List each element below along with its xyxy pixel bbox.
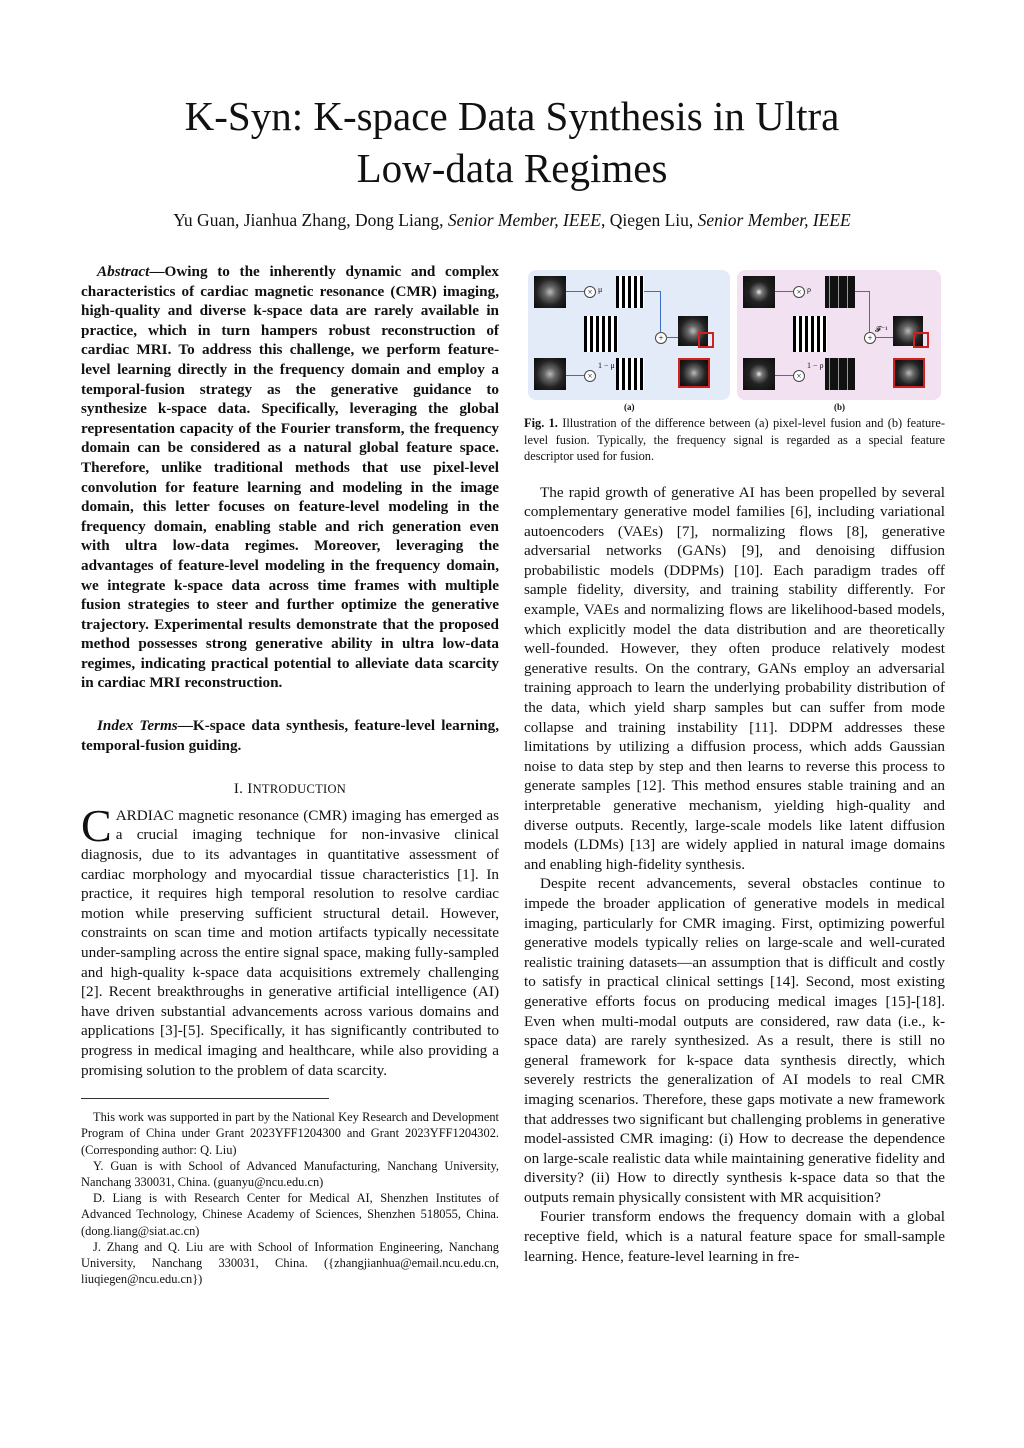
- arrow: [644, 291, 660, 292]
- multiply-icon: ×: [793, 370, 805, 382]
- footnote-liang: D. Liang is with Research Center for Medical AI, Shenzhen Institutes of Advanced Technology, Chinese Academy of Sciences, Shenzhen 518055, China. (dong.liang@siat.ac.cn): [81, 1191, 499, 1238]
- figure-caption: [524, 415, 945, 465]
- one-minus-rho-label: 1 − ρ: [807, 361, 824, 370]
- arrow: [869, 291, 870, 332]
- figure-1: [524, 262, 945, 412]
- multiply-icon: ×: [584, 370, 596, 382]
- author-role-2: Senior Member, IEEE: [697, 210, 851, 230]
- add-icon: +: [655, 332, 667, 344]
- right-column: [524, 262, 945, 1266]
- arrow: [566, 375, 584, 376]
- abstract-lead: Abstract: [97, 263, 150, 280]
- title-line-1: K-Syn: K-space Data Synthesis in Ultra: [184, 93, 840, 139]
- arrow: [875, 337, 893, 338]
- authors-part-1: Yu Guan, Jianhua Zhang, Dong Liang,: [173, 210, 448, 230]
- arrow: [775, 291, 793, 292]
- authors-part-2: , Qiegen Liu,: [600, 210, 698, 230]
- intro-paragraph: [81, 799, 499, 1080]
- sampling-mask: [793, 316, 827, 352]
- drop-cap: C: [81, 799, 112, 851]
- author-role-1: Senior Member, IEEE: [447, 210, 601, 230]
- sampling-mask: [584, 316, 618, 352]
- figure-panel-a: [528, 270, 730, 400]
- title-line-2: Low-data Regimes: [356, 145, 668, 191]
- footnote-funding: This work was supported in part by the National Key Research and Development Program of China under Grant 2023YFF1204300 and Grant 2023YFF1204302. (Corresponding author: Q. Liu): [81, 1110, 499, 1157]
- footnote-zhang-liu: J. Zhang and Q. Liu are with School of Information Engineering, Nanchang University, Nanchang 330031, China. ({zhangjianhua@email.ncu.edu.cn, liuqiegen@ncu.edu.cn}): [81, 1239, 499, 1287]
- caption-text: Illustration of the difference between (a) pixel-level fusion and (b) feature-level fusion. Typically, the frequency signal is regarded as a special feature descriptor used for fusion.: [524, 416, 946, 463]
- arrow: [855, 291, 869, 292]
- body-paragraph-fourier: Fourier transform endows the frequency domain with a global receptive field, which is a natural feature space for small-sample learning. Hence, feature-level learning in fre-: [524, 1208, 945, 1265]
- footnote-guan: Y. Guan is with School of Advanced Manufacturing, Nanchang University, Nanchang 330031, China. (guanyu@ncu.edu.cn): [81, 1158, 499, 1189]
- one-minus-mu-label: 1 − μ: [598, 361, 615, 370]
- rho-label: ρ: [807, 285, 811, 294]
- zoom-image: [893, 358, 925, 388]
- kspace-top: [743, 276, 775, 308]
- section-title-rest: NTRODUCTION: [252, 782, 347, 797]
- body-paragraph-obstacles: Despite recent advancements, several obstacles continue to impede the broader application of generative models in medical imaging, particularly for CMR imaging. First, optimizing powerful generative models typically relies on large-scale and well-curated realistic training datasets—an assumption that is difficult and costly to satisfy in practical clinical settings [14]. Second, most existing generative efforts focus on producing medical images [15]-[18]. Even when multi-modal outputs are considered, raw data (i.e., k-space data) are rarely synthesized. As a result, there is still no general framework for k-space data synthesis directly, which severely restricts the generalization of AI models to real CMR imaging scenarios. Therefore, these gaps motivate a new framework that addresses two significant but challenging problems in generative model-assisted CMR imaging: (i) How to decrease the dependence on large-scale realistic data while maintaining generative fidelity and diversity? (ii) How to directly synthesis k-space data so that the outputs remain physically consistent with MR acquisition?: [524, 875, 945, 1206]
- figure-label-a: (a): [624, 402, 635, 412]
- kspace-mask-top: [825, 276, 855, 308]
- arrow: [775, 375, 793, 376]
- index-terms-lead: Index Terms: [97, 717, 178, 735]
- mask-bottom: [616, 358, 644, 390]
- zoom-image: [678, 358, 710, 388]
- caption-lead: Fig. 1.: [524, 416, 558, 430]
- zoom-box: [913, 332, 929, 348]
- kspace-mask-bottom: [825, 358, 855, 390]
- abstract-text: —Owing to the inherently dynamic and complex characteristics of cardiac magnetic resonance (CMR) imaging, high-quality and diverse k-space data are rarely available in practice, which in turn hampers robust reconstruction of cardiac MRI. To address this challenge, we perform feature-level learning directly in the frequency domain and employ a temporal-fusion strategy as the generative guidance to synthesize k-space data. Specifically, leveraging the global representation capacity of the Fourier transform, the frequency domain can be considered as a natural global feature space. Therefore, unlike traditional methods that use pixel-level convolution for feature learning and modeling in the image domain, this letter focuses on feature-level modeling in the frequency domain, enabling stable and rich generation even with ultra low-data regimes. Moreover, leveraging the advantages of feature-level modeling in the frequency domain, we integrate k-space data across time frames with multiple fusion strategies to steer and further optimize the generative trajectory. Experimental results demonstrate that the proposed method possesses strong generative ability in ultra low-data regimes, indicating practical potential to alleviate data scarcity in cardiac MRI reconstruction.: [81, 263, 499, 692]
- inverse-fourier-label: 𝓕⁻¹: [875, 325, 888, 334]
- section-title-cap: I: [247, 781, 253, 798]
- abstract: [81, 262, 499, 693]
- section-numeral: I.: [233, 781, 244, 798]
- cardiac-image-bottom: [534, 358, 566, 390]
- multiply-icon: ×: [584, 286, 596, 298]
- index-terms: [81, 716, 499, 755]
- figure-panel-b: [737, 270, 941, 400]
- mask-top: [616, 276, 644, 308]
- multiply-icon: ×: [793, 286, 805, 298]
- kspace-bottom: [743, 358, 775, 390]
- zoom-box: [698, 332, 714, 348]
- body-paragraph-generative-models: The rapid growth of generative AI has been propelled by several complementary generative model families [6], including variational autoencoders (VAEs) [7], normalizing flows [8], generative adversarial networks (GANs) [9], and denoising diffusion probabilistic models (DDPMs) [10]. Each paradigm trades off sample fidelity, diversity, and training stability differently. For example, VAEs and normalizing flows are likelihood-based models, which explicitly model the data distribution and are theoretically well-founded. However, they often produce relatively modest generative results. On the contrary, GANs employ an adversarial training approach to learn the underlying probability distribution of the data, which yield sharp samples but can suffer from mode collapse and training instability [11]. DDPM addresses these limitations by utilizing a diffusion process, which adds Gaussian noise to data step by step and then learns to reverse this process to generate samples [12]. This method ensures stable training and an interpretable generative mechanism, yielding high-quality and diverse outputs. Recently, large-scale models like latent diffusion models (LDMs) [13] are widely applied in natural image domains and enabling high-fidelity synthesis.: [524, 483, 945, 873]
- index-terms-text: —K-space data synthesis, feature-level learning, temporal-fusion guiding.: [81, 717, 499, 754]
- arrow: [666, 337, 678, 338]
- paper-title: [0, 90, 1024, 194]
- mu-label: μ: [598, 285, 603, 294]
- add-icon: +: [864, 332, 876, 344]
- author-list: [0, 210, 1024, 231]
- arrow: [566, 291, 584, 292]
- left-column: [81, 262, 499, 1287]
- intro-text: ARDIAC magnetic resonance (CMR) imaging has emerged as a crucial imaging technique for non-invasive clinical diagnosis, due to its advantages in quantitative assessment of cardiac morphology and myocardial tissue characteristics [1]. In practice, it requires high temporal resolution to resolve cardiac motion while preserving sufficient structural detail. However, constraints on scan time and motion artifacts typically necessitate under-sampling across the entire signal space, making fully-sampled and high-quality k-space data acquisitions extremely challenging [2]. Recent breakthroughs in generative artificial intelligence (AI) have driven substantial advancements across various domains and applications [3]-[5]. Specifically, it has significantly contributed to progress in medical imaging and healthcare, while also providing a promising solution to the problem of data scarcity.: [81, 806, 499, 1079]
- section-heading-introduction: [81, 780, 499, 800]
- cardiac-image-top: [534, 276, 566, 308]
- footnote-divider: [81, 1098, 329, 1099]
- figure-label-b: (b): [834, 402, 845, 412]
- arrow: [660, 291, 661, 332]
